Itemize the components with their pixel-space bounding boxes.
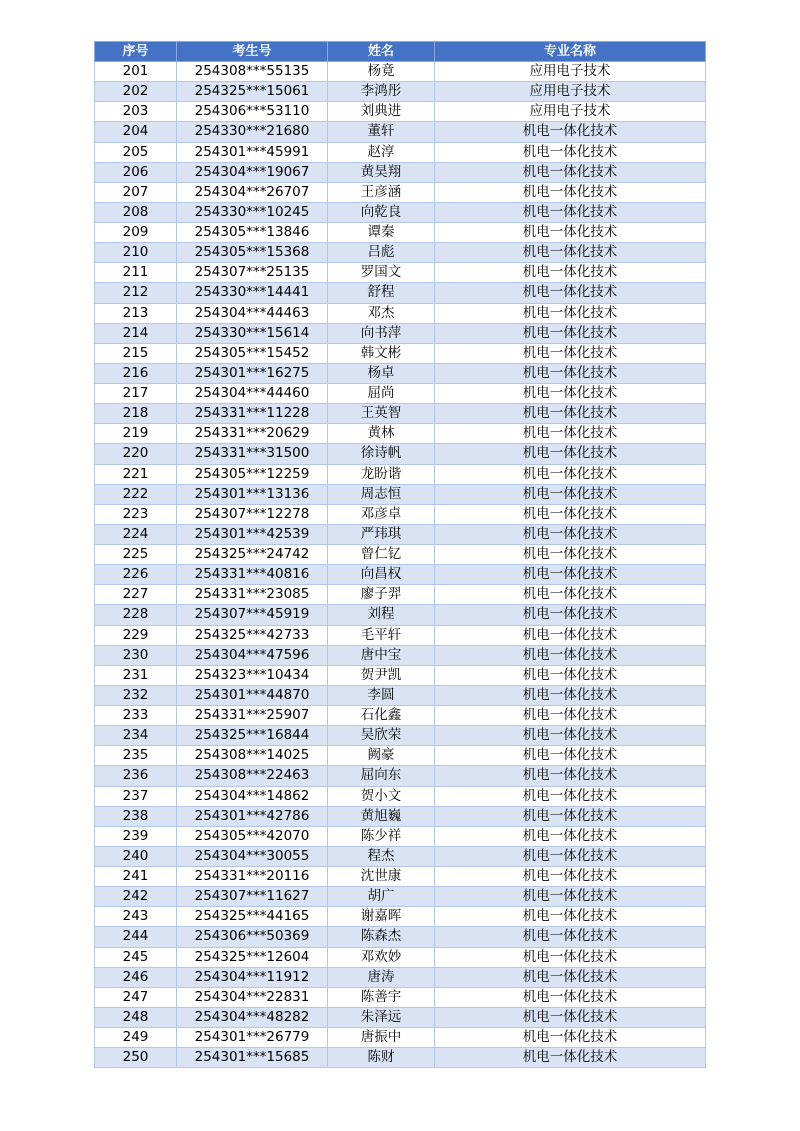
serial-number-cell: 212 (95, 283, 177, 303)
name-cell: 黄林 (328, 424, 435, 444)
candidate-number-cell: 254325***15061 (177, 82, 328, 102)
serial-number-cell: 227 (95, 585, 177, 605)
candidate-number-cell: 254301***45991 (177, 142, 328, 162)
table-row (95, 726, 706, 746)
candidate-number-cell: 254301***42539 (177, 524, 328, 544)
candidate-number-cell: 254305***13846 (177, 223, 328, 243)
candidate-number-cell: 254331***25907 (177, 706, 328, 726)
serial-number-cell: 223 (95, 504, 177, 524)
table-row (95, 605, 706, 625)
major-cell: 机电一体化技术 (435, 846, 706, 866)
candidate-number-cell: 254301***16275 (177, 363, 328, 383)
major-cell: 机电一体化技术 (435, 1028, 706, 1048)
serial-number-cell: 211 (95, 263, 177, 283)
candidate-number-cell: 254325***44165 (177, 907, 328, 927)
serial-number-cell: 249 (95, 1028, 177, 1048)
name-cell: 唐涛 (328, 967, 435, 987)
major-cell: 机电一体化技术 (435, 987, 706, 1007)
table-row (95, 625, 706, 645)
table-row (95, 806, 706, 826)
major-cell: 机电一体化技术 (435, 605, 706, 625)
serial-number-cell: 204 (95, 122, 177, 142)
table-row (95, 565, 706, 585)
major-cell: 机电一体化技术 (435, 927, 706, 947)
candidate-number-cell: 254306***50369 (177, 927, 328, 947)
table-row (95, 82, 706, 102)
major-cell: 机电一体化技术 (435, 685, 706, 705)
serial-number-cell: 215 (95, 343, 177, 363)
table-body (95, 62, 706, 1068)
major-cell: 机电一体化技术 (435, 746, 706, 766)
serial-number-cell: 239 (95, 826, 177, 846)
serial-number-cell: 219 (95, 424, 177, 444)
candidate-number-cell: 254331***23085 (177, 585, 328, 605)
major-cell: 机电一体化技术 (435, 1007, 706, 1027)
name-cell: 廖子羿 (328, 585, 435, 605)
table-row (95, 967, 706, 987)
name-cell: 屈向东 (328, 766, 435, 786)
candidate-number-cell: 254325***12604 (177, 947, 328, 967)
table-row (95, 907, 706, 927)
table-row (95, 1048, 706, 1068)
candidate-number-cell: 254330***10245 (177, 202, 328, 222)
serial-number-cell: 231 (95, 665, 177, 685)
name-cell: 王英智 (328, 404, 435, 424)
name-cell: 王彦涵 (328, 182, 435, 202)
serial-number-cell: 222 (95, 484, 177, 504)
major-cell: 机电一体化技术 (435, 243, 706, 263)
name-cell: 向昌权 (328, 565, 435, 585)
serial-number-cell: 240 (95, 846, 177, 866)
name-cell: 屈尚 (328, 384, 435, 404)
name-cell: 邓杰 (328, 303, 435, 323)
candidate-number-cell: 254305***42070 (177, 826, 328, 846)
candidate-number-cell: 254301***26779 (177, 1028, 328, 1048)
name-cell: 黄旭巍 (328, 806, 435, 826)
header-name: 姓名 (328, 42, 435, 62)
candidate-number-cell: 254304***19067 (177, 162, 328, 182)
name-cell: 吕彪 (328, 243, 435, 263)
major-cell: 机电一体化技术 (435, 404, 706, 424)
candidate-number-cell: 254325***16844 (177, 726, 328, 746)
major-cell: 机电一体化技术 (435, 1048, 706, 1068)
table-row (95, 766, 706, 786)
table-row (95, 122, 706, 142)
major-cell: 机电一体化技术 (435, 182, 706, 202)
table-row (95, 162, 706, 182)
table-row (95, 464, 706, 484)
candidate-number-cell: 254323***10434 (177, 665, 328, 685)
major-cell: 机电一体化技术 (435, 585, 706, 605)
table-row (95, 947, 706, 967)
serial-number-cell: 221 (95, 464, 177, 484)
table-row (95, 645, 706, 665)
candidate-number-cell: 254331***31500 (177, 444, 328, 464)
candidate-number-cell: 254304***48282 (177, 1007, 328, 1027)
serial-number-cell: 207 (95, 182, 177, 202)
serial-number-cell: 220 (95, 444, 177, 464)
candidate-number-cell: 254304***11912 (177, 967, 328, 987)
serial-number-cell: 206 (95, 162, 177, 182)
name-cell: 陈森杰 (328, 927, 435, 947)
serial-number-cell: 210 (95, 243, 177, 263)
name-cell: 向书萍 (328, 323, 435, 343)
candidate-number-cell: 254307***12278 (177, 504, 328, 524)
table-row (95, 1028, 706, 1048)
serial-number-cell: 203 (95, 102, 177, 122)
name-cell: 谭秦 (328, 223, 435, 243)
serial-number-cell: 225 (95, 545, 177, 565)
table-row (95, 987, 706, 1007)
candidate-number-cell: 254330***14441 (177, 283, 328, 303)
candidate-number-cell: 254304***30055 (177, 846, 328, 866)
major-cell: 机电一体化技术 (435, 524, 706, 544)
major-cell: 机电一体化技术 (435, 263, 706, 283)
name-cell: 阙豪 (328, 746, 435, 766)
major-cell: 机电一体化技术 (435, 384, 706, 404)
candidate-number-cell: 254304***22831 (177, 987, 328, 1007)
candidate-number-cell: 254307***11627 (177, 887, 328, 907)
major-cell: 机电一体化技术 (435, 645, 706, 665)
name-cell: 胡广 (328, 887, 435, 907)
candidate-number-cell: 254331***20116 (177, 867, 328, 887)
name-cell: 石化鑫 (328, 706, 435, 726)
candidate-number-cell: 254304***44460 (177, 384, 328, 404)
serial-number-cell: 235 (95, 746, 177, 766)
name-cell: 徐诗帆 (328, 444, 435, 464)
table-row (95, 545, 706, 565)
table-row (95, 384, 706, 404)
candidate-number-cell: 254304***26707 (177, 182, 328, 202)
name-cell: 陈少祥 (328, 826, 435, 846)
serial-number-cell: 242 (95, 887, 177, 907)
table-row (95, 867, 706, 887)
candidate-number-cell: 254307***25135 (177, 263, 328, 283)
candidate-number-cell: 254301***13136 (177, 484, 328, 504)
major-cell: 机电一体化技术 (435, 726, 706, 746)
name-cell: 向乾良 (328, 202, 435, 222)
table-row (95, 585, 706, 605)
major-cell: 机电一体化技术 (435, 967, 706, 987)
name-cell: 韩文彬 (328, 343, 435, 363)
major-cell: 机电一体化技术 (435, 826, 706, 846)
name-cell: 周志恒 (328, 484, 435, 504)
major-cell: 机电一体化技术 (435, 665, 706, 685)
major-cell: 机电一体化技术 (435, 363, 706, 383)
serial-number-cell: 243 (95, 907, 177, 927)
major-cell: 机电一体化技术 (435, 303, 706, 323)
major-cell: 机电一体化技术 (435, 766, 706, 786)
name-cell: 陈善宇 (328, 987, 435, 1007)
name-cell: 赵淳 (328, 142, 435, 162)
major-cell: 机电一体化技术 (435, 504, 706, 524)
serial-number-cell: 248 (95, 1007, 177, 1027)
major-cell: 机电一体化技术 (435, 283, 706, 303)
serial-number-cell: 233 (95, 706, 177, 726)
table-row (95, 685, 706, 705)
serial-number-cell: 224 (95, 524, 177, 544)
table-row (95, 887, 706, 907)
serial-number-cell: 246 (95, 967, 177, 987)
major-cell: 机电一体化技术 (435, 786, 706, 806)
serial-number-cell: 230 (95, 645, 177, 665)
table-row (95, 102, 706, 122)
major-cell: 机电一体化技术 (435, 202, 706, 222)
major-cell: 机电一体化技术 (435, 162, 706, 182)
serial-number-cell: 205 (95, 142, 177, 162)
candidate-number-cell: 254331***11228 (177, 404, 328, 424)
name-cell: 贺尹凯 (328, 665, 435, 685)
candidate-number-cell: 254304***47596 (177, 645, 328, 665)
candidate-number-cell: 254304***44463 (177, 303, 328, 323)
serial-number-cell: 234 (95, 726, 177, 746)
major-cell: 机电一体化技术 (435, 343, 706, 363)
name-cell: 贺小文 (328, 786, 435, 806)
candidate-number-cell: 254325***24742 (177, 545, 328, 565)
header-candidate-number: 考生号 (177, 42, 328, 62)
serial-number-cell: 226 (95, 565, 177, 585)
major-cell: 机电一体化技术 (435, 424, 706, 444)
serial-number-cell: 232 (95, 685, 177, 705)
name-cell: 黄昊翔 (328, 162, 435, 182)
serial-number-cell: 228 (95, 605, 177, 625)
serial-number-cell: 238 (95, 806, 177, 826)
table-row (95, 343, 706, 363)
name-cell: 邓欢妙 (328, 947, 435, 967)
table-row (95, 303, 706, 323)
major-cell: 机电一体化技术 (435, 947, 706, 967)
major-cell: 应用电子技术 (435, 102, 706, 122)
name-cell: 李圆 (328, 685, 435, 705)
name-cell: 刘程 (328, 605, 435, 625)
candidate-number-cell: 254305***12259 (177, 464, 328, 484)
table-row (95, 504, 706, 524)
serial-number-cell: 245 (95, 947, 177, 967)
table-row (95, 363, 706, 383)
name-cell: 杨卓 (328, 363, 435, 383)
candidate-number-cell: 254308***55135 (177, 62, 328, 82)
candidate-number-cell: 254306***53110 (177, 102, 328, 122)
candidate-number-cell: 254301***44870 (177, 685, 328, 705)
name-cell: 龙盼谐 (328, 464, 435, 484)
table-row (95, 746, 706, 766)
serial-number-cell: 229 (95, 625, 177, 645)
serial-number-cell: 216 (95, 363, 177, 383)
major-cell: 机电一体化技术 (435, 545, 706, 565)
candidate-number-cell: 254331***20629 (177, 424, 328, 444)
serial-number-cell: 201 (95, 62, 177, 82)
table-row (95, 665, 706, 685)
serial-number-cell: 218 (95, 404, 177, 424)
table-row (95, 826, 706, 846)
name-cell: 刘典进 (328, 102, 435, 122)
candidate-number-cell: 254301***15685 (177, 1048, 328, 1068)
serial-number-cell: 241 (95, 867, 177, 887)
major-cell: 机电一体化技术 (435, 122, 706, 142)
candidate-number-cell: 254307***45919 (177, 605, 328, 625)
major-cell: 机电一体化技术 (435, 464, 706, 484)
major-cell: 应用电子技术 (435, 62, 706, 82)
table-row (95, 1007, 706, 1027)
major-cell: 机电一体化技术 (435, 484, 706, 504)
table-row (95, 62, 706, 82)
major-cell: 机电一体化技术 (435, 867, 706, 887)
major-cell: 机电一体化技术 (435, 323, 706, 343)
serial-number-cell: 244 (95, 927, 177, 947)
name-cell: 罗国文 (328, 263, 435, 283)
serial-number-cell: 250 (95, 1048, 177, 1068)
serial-number-cell: 217 (95, 384, 177, 404)
header-serial-number: 序号 (95, 42, 177, 62)
serial-number-cell: 209 (95, 223, 177, 243)
major-cell: 机电一体化技术 (435, 565, 706, 585)
candidate-number-cell: 254330***21680 (177, 122, 328, 142)
table-row (95, 444, 706, 464)
serial-number-cell: 214 (95, 323, 177, 343)
candidate-number-cell: 254305***15368 (177, 243, 328, 263)
table-row (95, 927, 706, 947)
table-header-row (95, 42, 706, 62)
admission-roster-table (94, 41, 706, 1068)
table-row (95, 182, 706, 202)
name-cell: 李鸿彤 (328, 82, 435, 102)
serial-number-cell: 247 (95, 987, 177, 1007)
table-row (95, 786, 706, 806)
major-cell: 机电一体化技术 (435, 887, 706, 907)
major-cell: 机电一体化技术 (435, 706, 706, 726)
name-cell: 杨竟 (328, 62, 435, 82)
table-row (95, 484, 706, 504)
name-cell: 朱泽远 (328, 1007, 435, 1027)
name-cell: 陈财 (328, 1048, 435, 1068)
header-major: 专业名称 (435, 42, 706, 62)
major-cell: 应用电子技术 (435, 82, 706, 102)
candidate-number-cell: 254330***15614 (177, 323, 328, 343)
name-cell: 毛平轩 (328, 625, 435, 645)
candidate-number-cell: 254301***42786 (177, 806, 328, 826)
major-cell: 机电一体化技术 (435, 806, 706, 826)
table-row (95, 263, 706, 283)
name-cell: 严玮琪 (328, 524, 435, 544)
table-row (95, 424, 706, 444)
name-cell: 程杰 (328, 846, 435, 866)
candidate-number-cell: 254331***40816 (177, 565, 328, 585)
name-cell: 唐振中 (328, 1028, 435, 1048)
serial-number-cell: 208 (95, 202, 177, 222)
table-row (95, 404, 706, 424)
name-cell: 唐中宝 (328, 645, 435, 665)
table-row (95, 706, 706, 726)
table-row (95, 243, 706, 263)
table-row (95, 142, 706, 162)
table-row (95, 524, 706, 544)
table-row (95, 202, 706, 222)
serial-number-cell: 213 (95, 303, 177, 323)
candidate-number-cell: 254305***15452 (177, 343, 328, 363)
table-row (95, 323, 706, 343)
name-cell: 沈世康 (328, 867, 435, 887)
name-cell: 曾仁钇 (328, 545, 435, 565)
major-cell: 机电一体化技术 (435, 907, 706, 927)
name-cell: 邓彦卓 (328, 504, 435, 524)
table-row (95, 283, 706, 303)
serial-number-cell: 237 (95, 786, 177, 806)
table-row (95, 846, 706, 866)
major-cell: 机电一体化技术 (435, 223, 706, 243)
major-cell: 机电一体化技术 (435, 142, 706, 162)
major-cell: 机电一体化技术 (435, 625, 706, 645)
serial-number-cell: 236 (95, 766, 177, 786)
candidate-number-cell: 254308***14025 (177, 746, 328, 766)
candidate-number-cell: 254325***42733 (177, 625, 328, 645)
serial-number-cell: 202 (95, 82, 177, 102)
name-cell: 吴欣荣 (328, 726, 435, 746)
major-cell: 机电一体化技术 (435, 444, 706, 464)
table-row (95, 223, 706, 243)
name-cell: 董轩 (328, 122, 435, 142)
name-cell: 谢嘉晖 (328, 907, 435, 927)
candidate-number-cell: 254304***14862 (177, 786, 328, 806)
name-cell: 舒程 (328, 283, 435, 303)
candidate-number-cell: 254308***22463 (177, 766, 328, 786)
